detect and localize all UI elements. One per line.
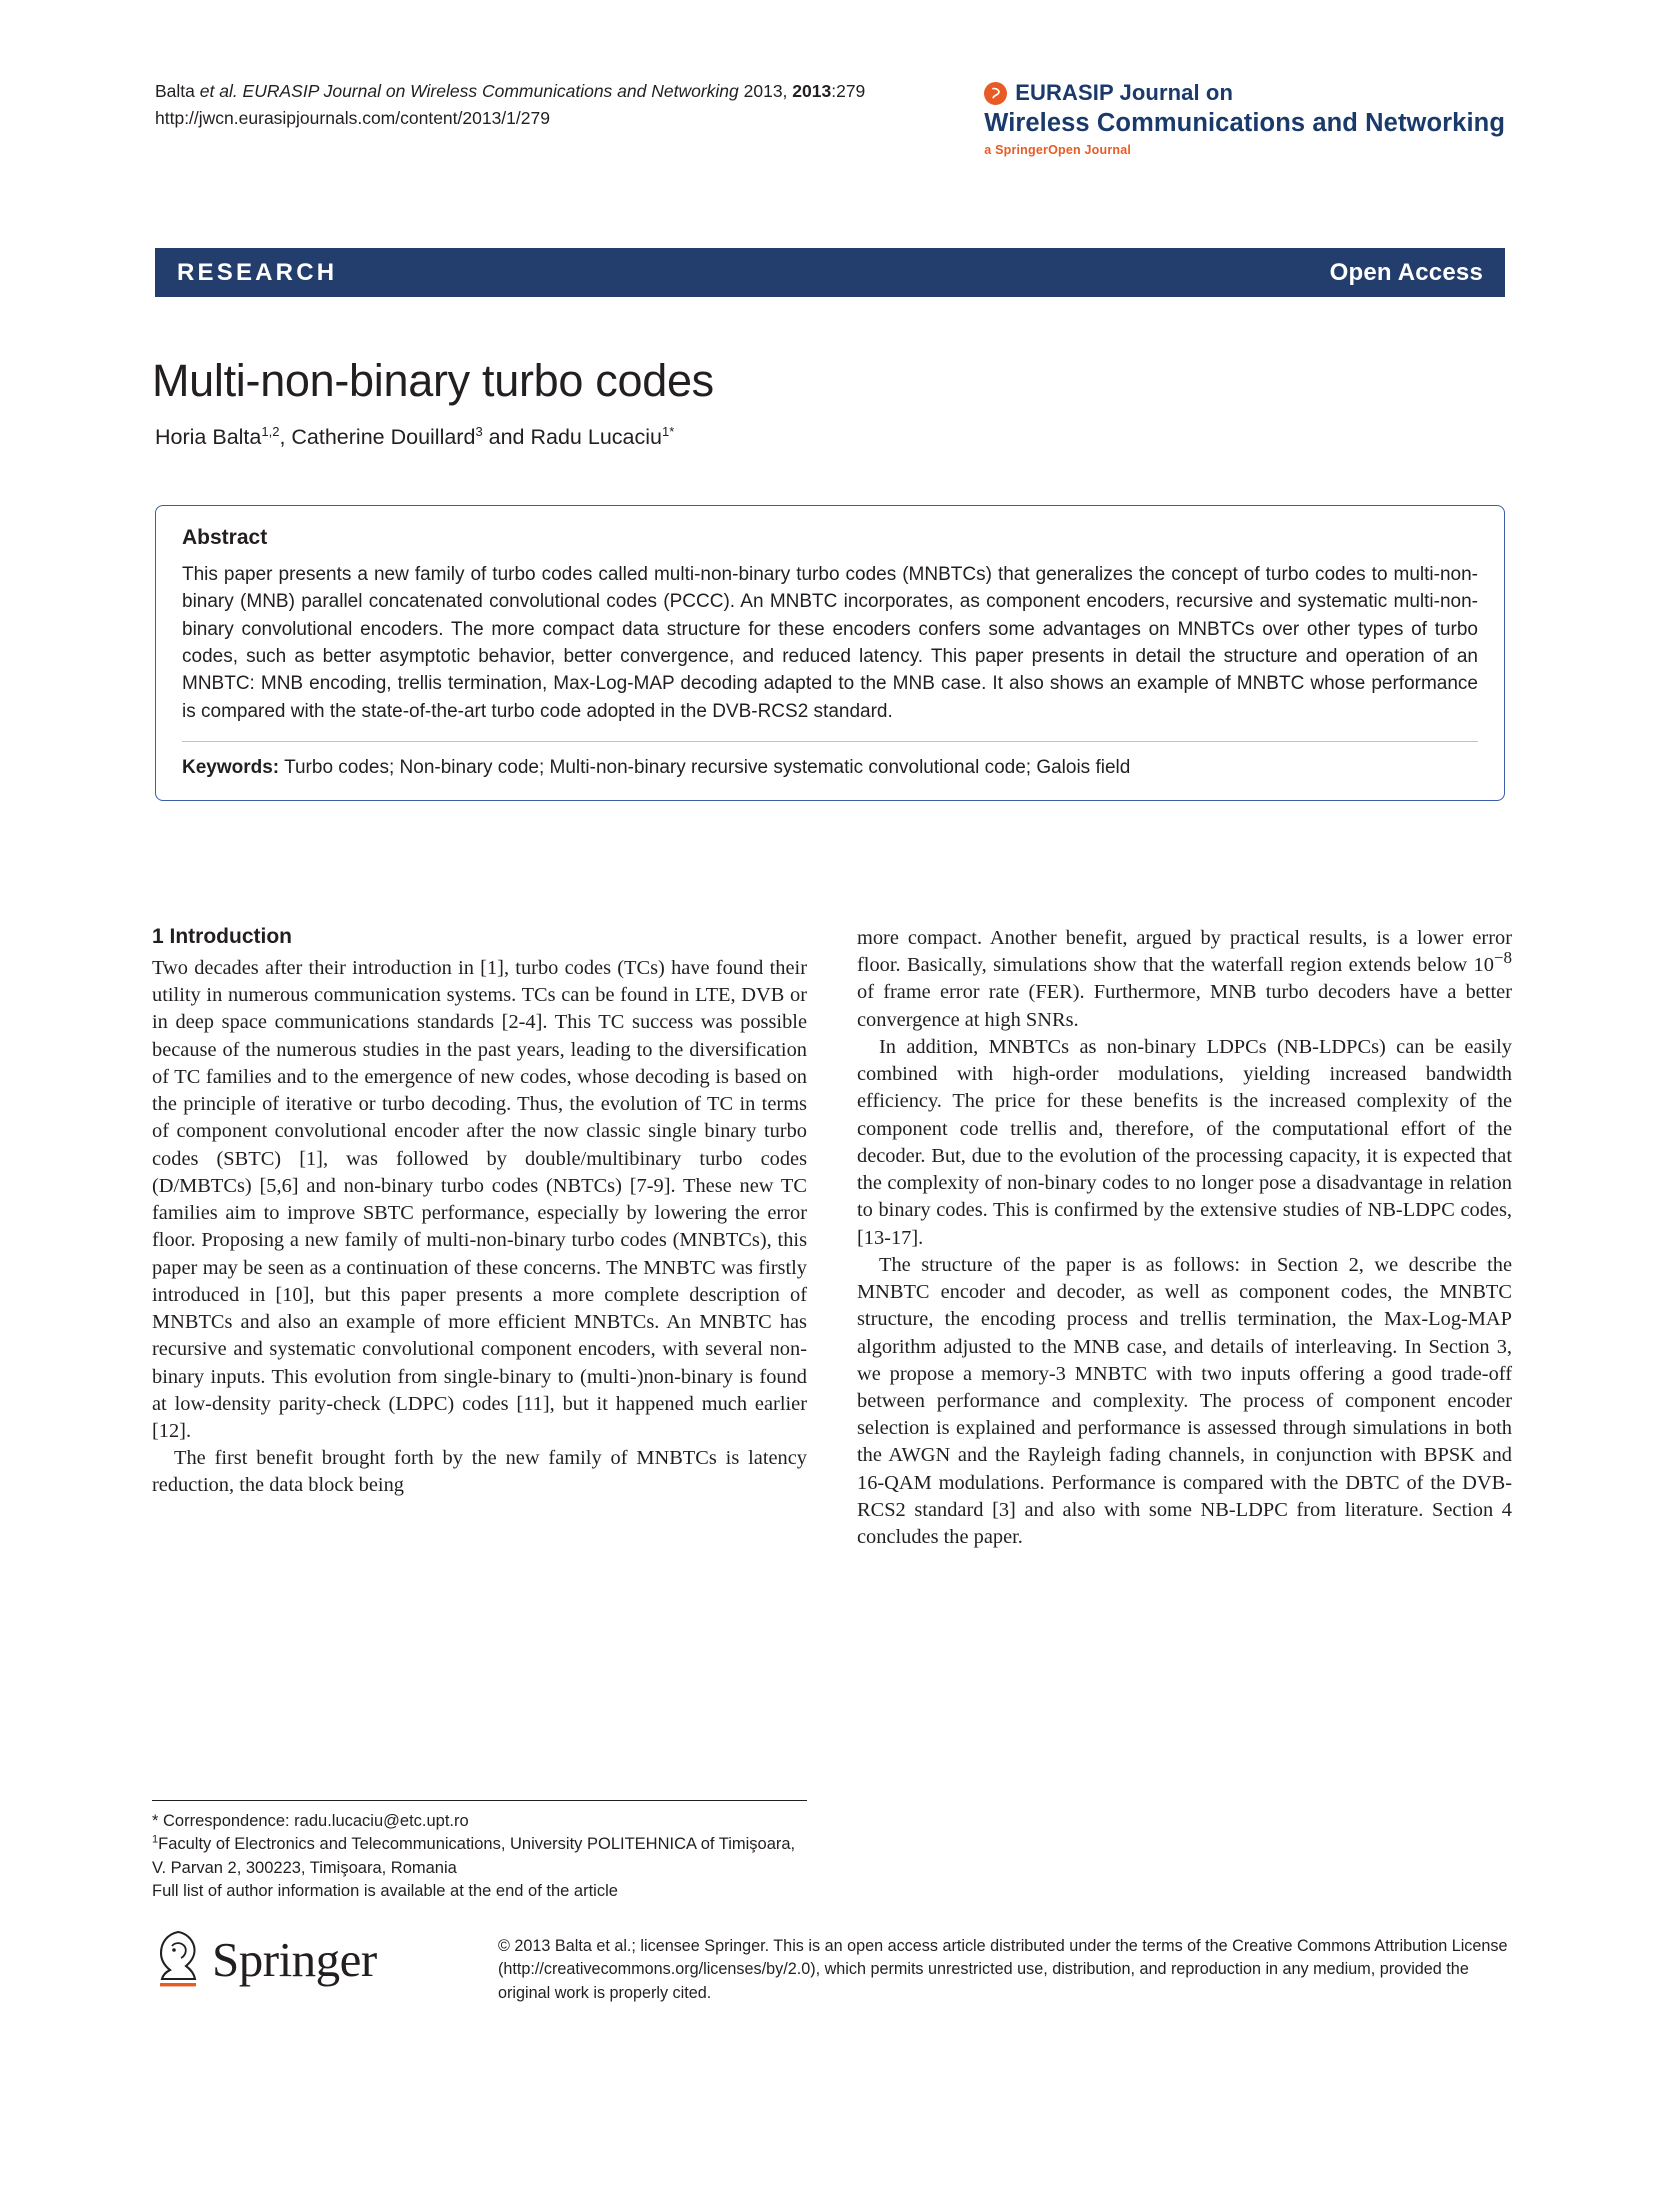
springer-logo	[152, 1928, 442, 1990]
springer-wordmark: Springer	[212, 1931, 377, 1987]
paragraph: Two decades after their introduction in [1], turbo codes (TCs) have found their utility in numerous communication systems. TCs can be found in LTE, DVB or in deep space communications standards [2-4]. This TC success was possible because of the numerous studies in the past years, leading to the diversification of TC families and to the emergence of new codes, whose decoding is based on the principle of iterative or turbo decoding. Thus, the evolution of TC in terms of component convolutional encoder after the now classic single binary turbo codes (SBTC) [1], was followed by double/multibinary turbo codes (D/MBTCs) [5,6] and non-binary turbo codes (NBTCs) [7-9]. These new TC families aim to improve SBTC performance, especially by lowering the error floor. Proposing a new family of multi-non-binary turbo codes (MNBTCs), this paper may be seen as a continuation of these concerns. The MNBTC was firstly introduced in [10], but this paper presents a more complete description of MNBTCs and also an example of more efficient MNBTCs. An MNBTC has recursive and systematic convolutional component encoders, with several non-binary inputs. This evolution from single-binary to (multi-)non-binary is found at low-density parity-check (LDPC) codes [11], but it happened much earlier [12].	[152, 957, 807, 1442]
citation-prefix: Balta	[155, 81, 200, 101]
abstract-box	[155, 505, 1505, 801]
article-body	[152, 925, 1512, 1865]
paragraph: The first benefit brought forth by the new family of MNBTCs is latency reduction, the data block being	[152, 1447, 807, 1497]
paragraph: more compact. Another benefit, argued by practical results, is a lower error floor. Basically, simulations show that the waterfall region extends below $10^{-8}$ of frame error rate (FER). Furthermore, MNB turbo decoders have a better convergence at high SNRs.	[857, 927, 1512, 1031]
keywords-line	[182, 755, 1478, 782]
page-header	[155, 78, 1505, 157]
keywords-value: Turbo codes; Non-binary code; Multi-non-binary recursive systematic convolutional code; Galois field	[284, 757, 1131, 779]
affiliation-line: $^1$Faculty of Electronics and Telecommunications, University POLITEHNICA of Timişoara, V. Parvan 2, 300223, Timişoara, Romania	[152, 1833, 796, 1877]
open-access-label: Open Access	[1329, 258, 1483, 286]
correspondence-line[interactable]: * Correspondence: radu.lucaciu@etc.upt.ro	[152, 1812, 469, 1830]
springer-horse-icon	[152, 1928, 204, 1990]
footnote-block	[152, 1800, 807, 1904]
left-column-paragraphs	[152, 955, 807, 1500]
column-left	[152, 925, 807, 1500]
abstract-divider	[182, 741, 1478, 742]
section-heading-introduction: 1 Introduction	[152, 925, 292, 948]
citation-url[interactable]: http://jwcn.eurasipjournals.com/content/2013/1/279	[155, 108, 550, 129]
abstract-text: This paper presents a new family of turbo codes called multi-non-binary turbo codes (MNBTCs) that generalizes the concept of turbo codes to multi-non-binary (MNB) parallel concatenated convolutional codes (PCCC). An MNBTC incorporates, as component encoders, recursive and systematic multi-non-binary convolutional encoders. The more compact data structure for these encoders confers some advantages on MNBTCs over other types of turbo codes, such as better asymptotic behavior, better convergence, and reduced latency. This paper presents in detail the structure and operation of an MNBTC: MNB encoding, trellis termination, Max-Log-MAP decoding adapted to the MNB case. It also shows an example of MNBTC whose performance is compared with the state-of-the-art turbo code adopted in the DVB-RCS2 standard.	[182, 564, 1478, 722]
research-openaccess-bar	[155, 248, 1505, 297]
eurasip-mark-icon	[984, 82, 1007, 105]
citation-year: 2013,	[738, 81, 793, 101]
springeropen-tagline: a SpringerOpen Journal	[984, 143, 1132, 157]
page-title: Multi-non-binary turbo codes	[152, 355, 714, 407]
research-label: RESEARCH	[177, 258, 338, 286]
journal-name-line2: Wireless Communications and Networking	[984, 109, 1505, 137]
citation-journal: et al. EURASIP Journal on Wireless Communications and Networking	[199, 81, 739, 101]
copyright-text: © 2013 Balta et al.; licensee Springer. This is an open access article distributed under the terms of the Creative Commons Attribution License (http://creativecommons.org/licenses/by/2.0), which permits unrestricted use, distribution, and reproduction in any medium, provided the original work is properly cited.	[498, 1937, 1508, 2002]
citation-block	[155, 78, 865, 132]
citation-volume: 2013	[792, 81, 832, 101]
citation-article-number: :279	[831, 81, 866, 101]
journal-name-line1: EURASIP Journal on	[1015, 80, 1234, 105]
keywords-label: Keywords:	[182, 757, 280, 779]
journal-logo	[984, 78, 1505, 157]
author-list: Horia Balta$^{1,2}$, Catherine Douillard$^3$ and Radu Lucaciu$^{1*}$	[155, 423, 675, 449]
right-column-paragraphs	[857, 925, 1512, 1551]
paragraph: The structure of the paper is as follows: in Section 2, we describe the MNBTC encoder and decoder, as well as component codes, the MNBTC structure, the encoding process and trellis termination, the Max-Log-MAP algorithm adjusted to the MNB case, and details of interleaving. In Section 3, we propose a memory-3 MNBTC with two inputs offering a good trade-off between performance and complexity. The process of component encoder selection is explained and performance is assessed through simulations in both the AWGN and the Rayleigh fading channels, in conjunction with BPSK and 16-QAM modulations. Performance is compared with the DBTC of the DVB-RCS2 standard [3] and also with some NB-LDPC from literature. Section 4 concludes the paper.	[857, 1253, 1512, 1549]
paragraph: In addition, MNBTCs as non-binary LDPCs (NB-LDPCs) can be easily combined with high-order modulations, yielding increased bandwidth efficiency. The price for these benefits is the increased complexity of the component code trellis and, therefore, of the computational effort of the decoder. But, due to the evolution of the processing capacity, it is expected that the complexity of non-binary codes to no longer pose a disadvantage in relation to binary codes. This is confirmed by the extensive studies of NB-LDPC codes, [13-17].	[857, 1035, 1512, 1249]
abstract-heading: Abstract	[182, 526, 268, 549]
column-right	[857, 925, 1512, 1551]
citation-line	[155, 78, 865, 105]
full-author-list-note: Full list of author information is available at the end of the article	[152, 1882, 618, 1901]
